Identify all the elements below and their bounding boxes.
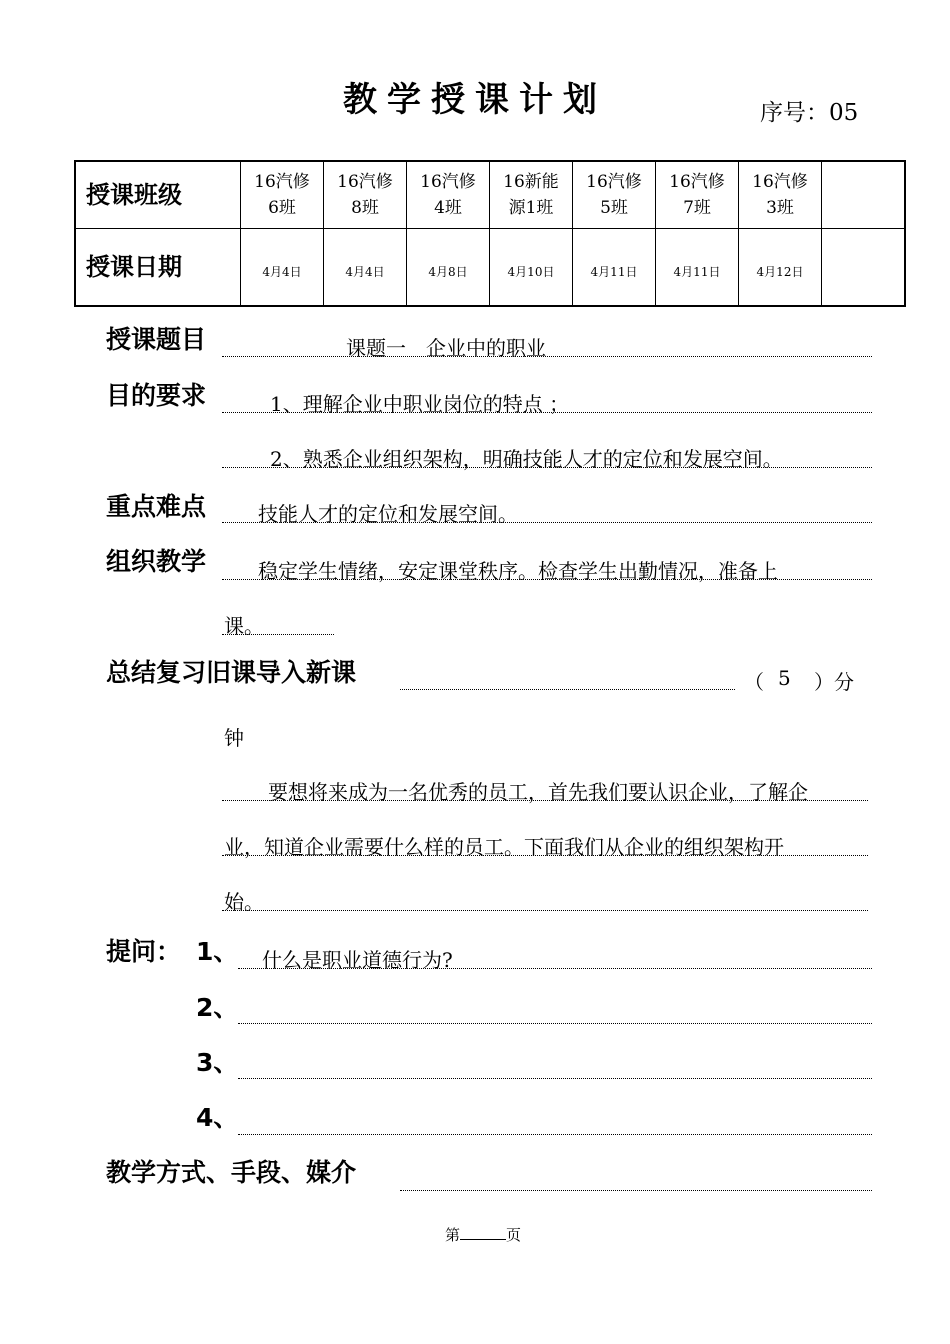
question-num-2: 2、 xyxy=(196,993,239,1022)
review-line-3 xyxy=(222,886,868,911)
objective-item-2: 2、熟悉企业组织架构，明确技能人才的定位和发展空间。 xyxy=(270,447,783,471)
class-line2: 4班 xyxy=(434,198,462,218)
class-line1: 16汽修 xyxy=(669,172,725,192)
review-label: 总结复习旧课导入新课 xyxy=(106,658,357,687)
class-cell xyxy=(739,161,822,229)
class-line2: 源1班 xyxy=(508,198,554,218)
organization-text-2: 课。 xyxy=(224,614,264,638)
methods-label: 教学方式、手段、媒介 xyxy=(106,1158,357,1187)
page-footer xyxy=(445,1224,521,1245)
class-line1: 16汽修 xyxy=(586,172,642,192)
question-num-3: 3、 xyxy=(196,1048,239,1077)
date-cell: 4月4日 xyxy=(241,229,324,307)
objective-item-1: 1、理解企业中职业岗位的特点 ； xyxy=(270,392,570,416)
question-line-4 xyxy=(238,1110,872,1135)
class-line2: 8班 xyxy=(351,198,379,218)
date-cell: 4月11日 xyxy=(656,229,739,307)
key-points-value: 技能人才的定位和发展空间。 xyxy=(258,502,518,526)
objectives-label: 目的要求 xyxy=(106,381,207,410)
class-line2: 7班 xyxy=(683,198,711,218)
class-schedule-table xyxy=(74,160,906,307)
footer-prefix: 第 xyxy=(445,1226,461,1244)
class-line1: 16汽修 xyxy=(752,172,808,192)
date-row xyxy=(75,229,905,307)
class-line1: 16汽修 xyxy=(254,172,310,192)
class-cell xyxy=(407,161,490,229)
date-cell: 4月12日 xyxy=(739,229,822,307)
question-line-3 xyxy=(238,1054,872,1079)
class-cell xyxy=(241,161,324,229)
page-title: 教学授课计划 xyxy=(343,80,607,120)
question-num-4: 4、 xyxy=(196,1103,239,1132)
class-line2: 6班 xyxy=(268,198,296,218)
class-cell xyxy=(573,161,656,229)
class-row xyxy=(75,161,905,229)
class-cell xyxy=(324,161,407,229)
class-line2: 5班 xyxy=(600,198,628,218)
date-header: 授课日期 xyxy=(75,229,241,307)
methods-line xyxy=(400,1166,872,1191)
class-line1: 16新能 xyxy=(503,172,559,192)
class-cell xyxy=(656,161,739,229)
review-minutes-close: ）分 xyxy=(814,670,854,694)
class-cell-empty xyxy=(822,161,906,229)
date-cell-empty xyxy=(822,229,906,307)
class-line2: 3班 xyxy=(766,198,794,218)
class-header: 授课班级 xyxy=(75,161,241,229)
questions-label: 提问： xyxy=(106,937,182,966)
question-line-2 xyxy=(238,999,872,1024)
review-minutes-unit-tail: 钟 xyxy=(224,726,244,750)
date-cell: 4月8日 xyxy=(407,229,490,307)
review-text-1: 要想将来成为一名优秀的员工，首先我们要认识企业，了解企 xyxy=(268,780,808,804)
review-text-3: 始。 xyxy=(224,890,264,914)
date-cell: 4月10日 xyxy=(490,229,573,307)
question-num-1: 1、 xyxy=(196,937,239,966)
footer-suffix: 页 xyxy=(506,1226,522,1244)
class-line1: 16汽修 xyxy=(420,172,476,192)
class-cell xyxy=(490,161,573,229)
organization-label: 组织教学 xyxy=(106,547,207,576)
question-text-1: 什么是职业道德行为? xyxy=(262,948,453,972)
review-text-2: 业，知道企业需要什么样的员工。下面我们从企业的组织架构开 xyxy=(224,835,784,859)
review-label-line xyxy=(400,665,735,690)
serial-number: 序号：05 xyxy=(760,100,859,126)
topic-label: 授课题目 xyxy=(106,325,207,354)
organization-text-1: 稳定学生情绪，安定课堂秩序。检查学生出勤情况，准备上 xyxy=(258,559,778,583)
topic-value: 课题一 企业中的职业 xyxy=(346,336,546,360)
topic-line xyxy=(222,332,872,357)
date-cell: 4月11日 xyxy=(573,229,656,307)
page-number-blank xyxy=(460,1227,506,1240)
date-cell: 4月4日 xyxy=(324,229,407,307)
review-minutes: 5 xyxy=(778,666,791,690)
key-points-label: 重点难点 xyxy=(106,492,207,521)
review-minutes-open: （ xyxy=(744,670,764,694)
class-line1: 16汽修 xyxy=(337,172,393,192)
